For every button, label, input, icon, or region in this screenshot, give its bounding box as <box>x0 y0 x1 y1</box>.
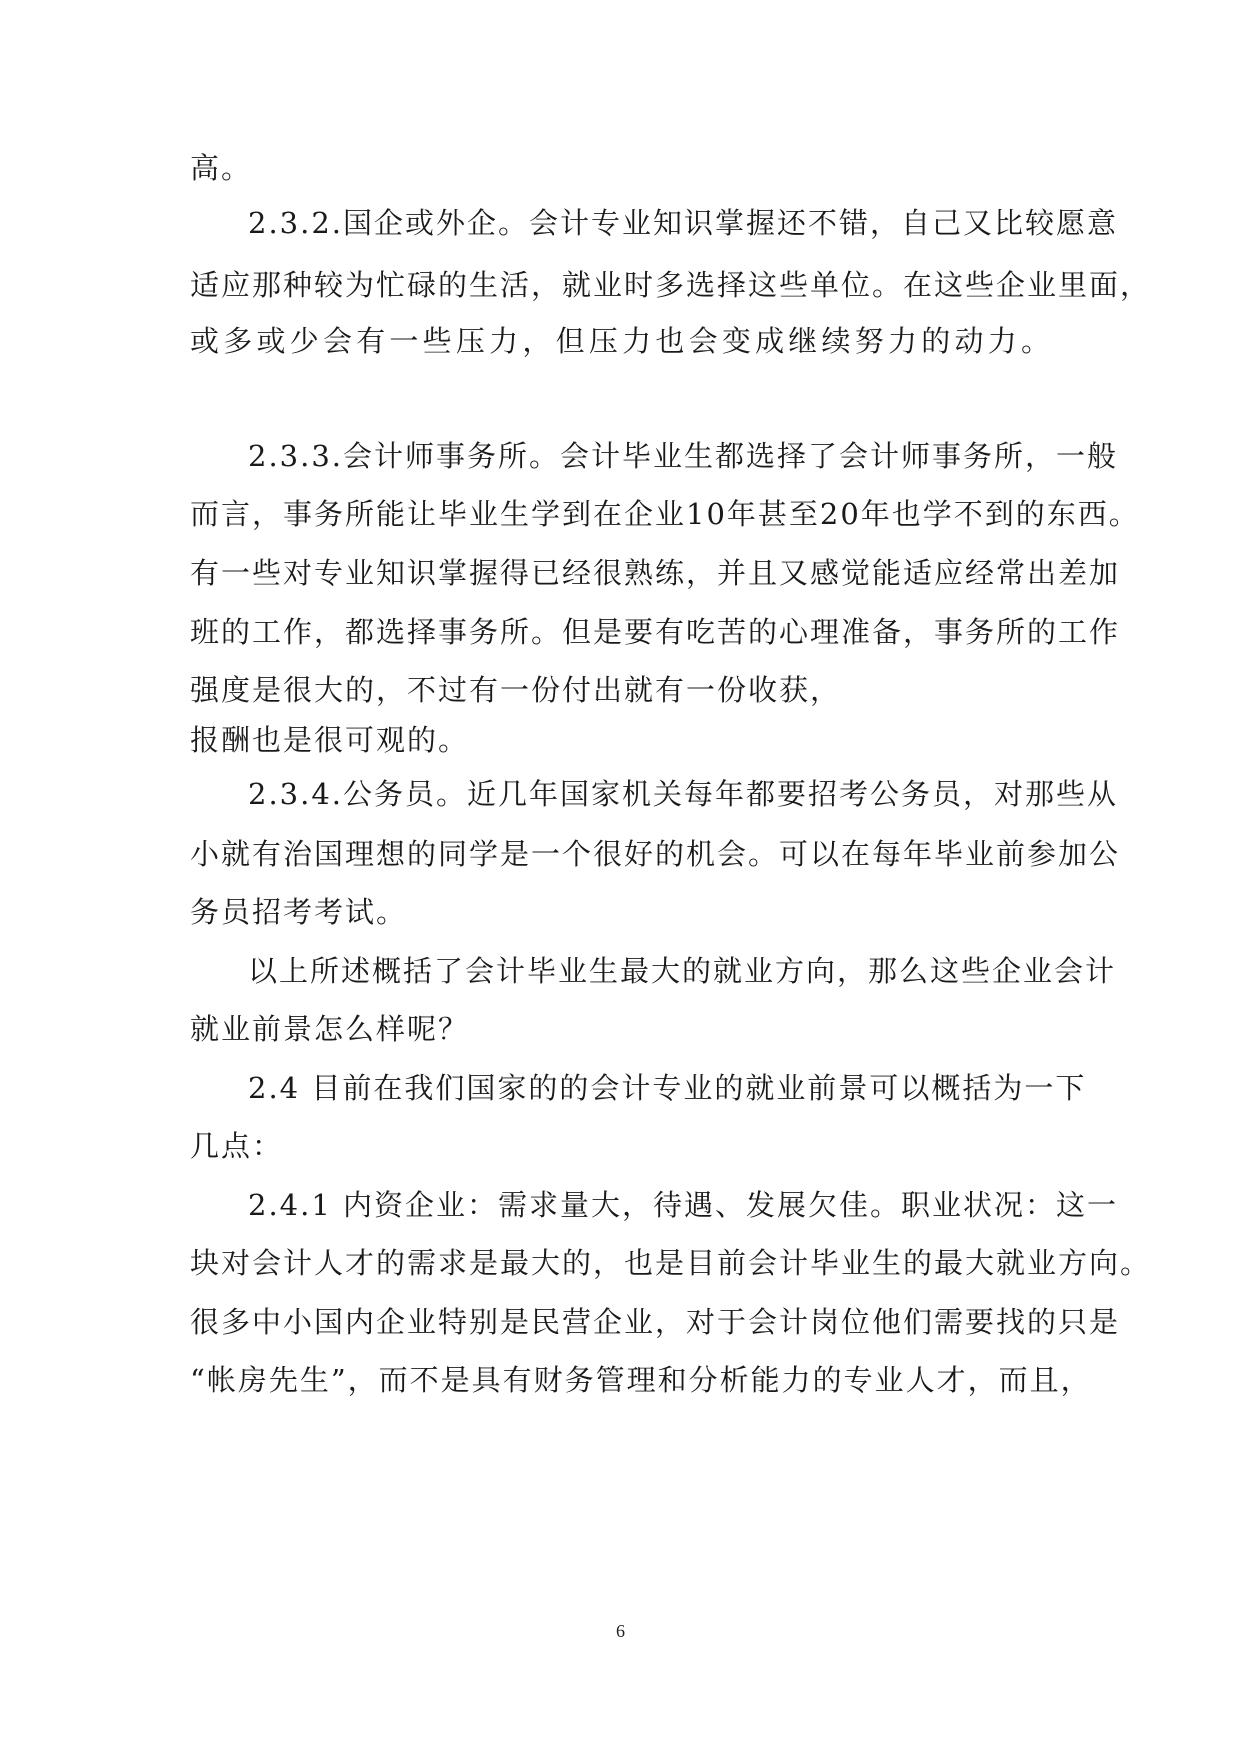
text-line: 2.3.3.会计师事务所。会计毕业生都选择了会计师事务所，一般 <box>248 439 1119 473</box>
text-line: 几点： <box>190 1129 284 1163</box>
text-line: 高。 <box>190 151 253 185</box>
text-line: 报酬也是很可观的。 <box>190 723 470 757</box>
text-line: “帐房先生”，而不是具有财务管理和分析能力的专业人才，而且， <box>190 1363 1092 1397</box>
page-number: 6 <box>616 1621 625 1641</box>
text-line: 而言，事务所能让毕业生学到在企业10年甚至20年也学不到的东西。 <box>190 497 1140 531</box>
text-line: 以上所述概括了会计毕业生最大的就业方向，那么这些企业会计 <box>248 954 1117 988</box>
text-line: 班的工作，都选择事务所。但是要有吃苦的心理准备，事务所的工作 <box>190 615 1121 649</box>
text-line: 小就有治国理想的同学是一个很好的机会。可以在每年毕业前参加公 <box>190 837 1121 871</box>
text-line: 2.4 目前在我们国家的的会计专业的就业前景可以概括为一下 <box>248 1071 1087 1105</box>
text-line: 2.3.2.国企或外企。会计专业知识掌握还不错，自己又比较愿意 <box>248 206 1119 240</box>
text-line: 2.4.1 内资企业：需求量大，待遇、发展欠佳。职业状况：这一 <box>248 1188 1119 1222</box>
text-line: 块对会计人才的需求是最大的，也是目前会计毕业生的最大就业方向。 <box>190 1246 1152 1280</box>
text-line: 或多或少会有一些压力，但压力也会变成继续努力的动力。 <box>190 324 1052 358</box>
text-line: 很多中小国内企业特别是民营企业，对于会计岗位他们需要找的只是 <box>190 1305 1121 1339</box>
text-line: 有一些对专业知识掌握得已经很熟练，并且又感觉能适应经常出差加 <box>190 556 1121 590</box>
text-line: 适应那种较为忙碌的生活，就业时多选择这些单位。在这些企业里面， <box>190 268 1152 302</box>
text-line: 2.3.4.公务员。近几年国家机关每年都要招考公务员，对那些从 <box>248 777 1119 811</box>
text-line: 就业前景怎么样呢？ <box>190 1012 470 1046</box>
text-line: 强度是很大的，不过有一份付出就有一份收获， <box>190 673 842 707</box>
text-line: 务员招考考试。 <box>190 895 408 929</box>
